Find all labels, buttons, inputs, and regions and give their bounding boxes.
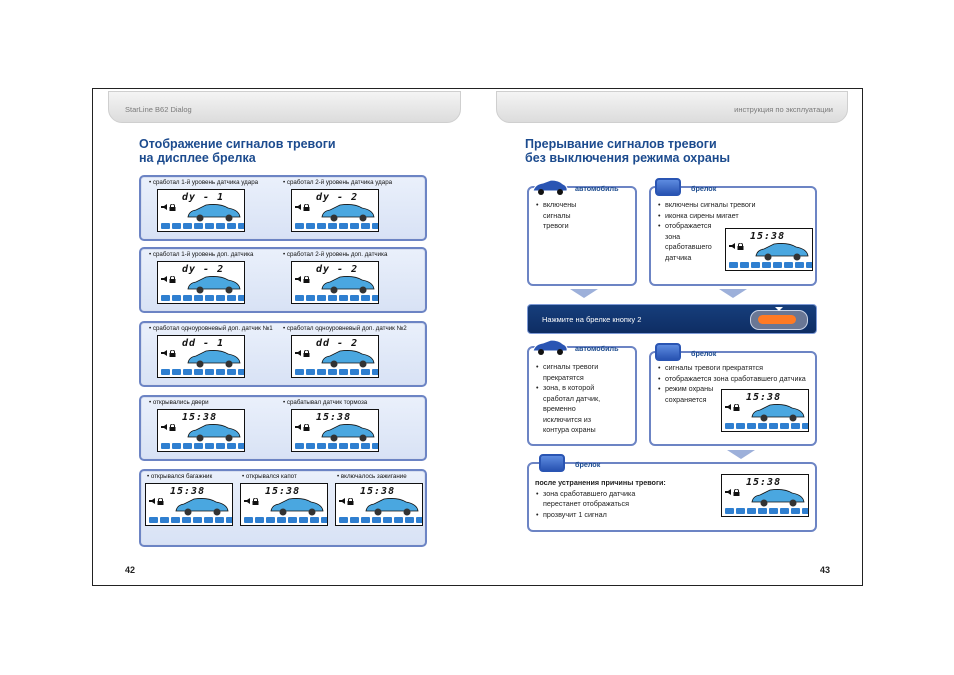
box3-heading: после устранения причины тревоги:	[535, 478, 666, 487]
lcd-status-icon	[405, 517, 414, 523]
alarm-caption: • сработал 2-й уровень доп. датчика	[283, 251, 388, 258]
lcd-status-icon	[372, 223, 379, 229]
alarm-panel	[139, 175, 427, 241]
lcd-status-icon	[149, 517, 158, 523]
alarm-panel	[139, 469, 427, 547]
lcd-status-icons	[161, 443, 245, 449]
keyfob-lcd	[291, 335, 379, 378]
keyfob-lcd	[157, 335, 245, 378]
box1-fob-bullet: • включены сигналы тревоги	[665, 200, 757, 211]
lcd-status-icon	[328, 443, 337, 449]
left-title-line1: Отображение сигналов тревоги	[139, 137, 336, 151]
lcd-display-text: dy - 2	[316, 192, 359, 203]
car-icon	[186, 274, 242, 294]
lcd-display-text: dy - 2	[182, 264, 225, 275]
lcd-status-icon	[216, 443, 225, 449]
lcd-status-icon	[769, 423, 778, 429]
lcd-status-icon	[205, 223, 214, 229]
lcd-status-icon	[295, 223, 304, 229]
lcd-display-text: 15:38	[316, 412, 352, 423]
lcd-status-icons	[161, 295, 245, 301]
lcd-status-icon	[372, 369, 379, 375]
alarm-caption: • включалось зажигание	[337, 473, 407, 480]
lcd-status-icon	[317, 295, 326, 301]
alarm-caption: • открывались двери	[149, 399, 209, 406]
lock-icon	[169, 276, 176, 283]
lcd-status-icon	[238, 443, 245, 449]
lcd-status-icon	[295, 295, 304, 301]
box1-fob-lcd	[725, 228, 813, 271]
keyfob-button-2-icon	[750, 310, 808, 330]
alarm-caption: • сработал 1-й уровень датчика удара	[149, 179, 259, 186]
lcd-status-icons	[725, 423, 809, 429]
alarm-caption: • сработал 2-й уровень датчика удара	[283, 179, 393, 186]
press-button-banner	[527, 304, 817, 334]
lcd-status-icon	[769, 508, 778, 514]
keyfob-icon	[655, 178, 681, 196]
lcd-status-icon	[227, 295, 236, 301]
lcd-status-icons	[729, 262, 813, 268]
lcd-status-icon	[205, 295, 214, 301]
lcd-status-icon	[277, 517, 286, 523]
box1-fob-label: брелок	[691, 184, 717, 193]
lcd-status-icon	[361, 517, 370, 523]
manual-spread	[92, 88, 863, 586]
box3-bullet: • прозвучит 1 сигнал	[543, 510, 715, 521]
car-icon	[269, 496, 325, 516]
arrow-down-icon	[727, 450, 755, 459]
siren-icon	[161, 350, 167, 356]
alarm-caption: • открывался багажник	[147, 473, 213, 480]
box3-label: брелок	[575, 460, 601, 469]
arrow-down-icon	[570, 289, 598, 298]
lcd-status-icon	[306, 369, 315, 375]
lcd-status-icons	[295, 443, 379, 449]
lcd-status-icon	[791, 423, 800, 429]
left-page-title	[139, 137, 336, 165]
car-icon	[320, 202, 376, 222]
alarm-caption: • открывался капот	[242, 473, 297, 480]
lock-icon	[733, 489, 740, 496]
lcd-status-icon	[361, 369, 370, 375]
box1-car-bullets	[535, 200, 595, 232]
lcd-status-icons	[725, 508, 809, 514]
lcd-status-icon	[238, 369, 245, 375]
lcd-status-icon	[350, 369, 359, 375]
keyfob-icon	[539, 454, 565, 472]
lcd-status-icon	[339, 443, 348, 449]
box2-car-bullets	[535, 362, 615, 436]
siren-icon	[725, 404, 731, 410]
box2-car-bullet: • сигналы тревоги прекратятся	[543, 362, 615, 383]
keyfob-icon	[655, 343, 681, 361]
lcd-status-icon	[226, 517, 233, 523]
lcd-status-icon	[194, 369, 203, 375]
lcd-status-icon	[780, 508, 789, 514]
box2-fob-bullet: • отображается зона сработавшего датчика	[665, 374, 807, 385]
lcd-status-icon	[361, 223, 370, 229]
lcd-status-icons	[295, 369, 379, 375]
lcd-status-icons	[295, 295, 379, 301]
keyfob-lcd	[335, 483, 423, 526]
lcd-status-icon	[361, 443, 370, 449]
lcd-status-icon	[372, 295, 379, 301]
lcd-status-icon	[161, 443, 170, 449]
lcd-status-icon	[328, 295, 337, 301]
lcd-status-icon	[238, 223, 245, 229]
siren-icon	[295, 276, 301, 282]
lcd-status-icon	[161, 369, 170, 375]
lcd-status-icon	[299, 517, 308, 523]
lcd-status-icon	[317, 369, 326, 375]
lcd-status-icon	[350, 223, 359, 229]
lcd-status-icon	[205, 369, 214, 375]
lcd-status-icons	[244, 517, 328, 523]
lcd-status-icon	[172, 295, 181, 301]
lcd-status-icon	[740, 262, 749, 268]
box2-fob-label: брелок	[691, 349, 717, 358]
lcd-status-icon	[372, 517, 381, 523]
box3-bullet: • зона сработавшего датчика перестанет отображаться	[543, 489, 673, 510]
header-left	[108, 91, 461, 123]
siren-icon	[161, 424, 167, 430]
lcd-display-text: 15:38	[170, 486, 206, 497]
box2-car-label: автомобиль	[575, 344, 619, 353]
lock-icon	[737, 243, 744, 250]
lcd-status-icon	[172, 223, 181, 229]
car-icon	[754, 241, 810, 261]
lcd-status-icon	[161, 223, 170, 229]
car-icon	[320, 422, 376, 442]
lock-icon	[303, 350, 310, 357]
siren-icon	[295, 204, 301, 210]
lcd-status-icons	[339, 517, 423, 523]
page-number-right: 43	[819, 565, 830, 575]
box3-text	[535, 478, 715, 520]
box1-fob-bullet: • отображается зона сработавшего датчика	[665, 221, 723, 263]
left-title-line2: на дисплее брелка	[139, 151, 256, 165]
lcd-display-text: dd - 1	[182, 338, 225, 349]
lcd-status-icon	[784, 262, 793, 268]
lcd-status-icon	[317, 223, 326, 229]
lcd-status-icon	[747, 423, 756, 429]
lcd-status-icon	[288, 517, 297, 523]
right-title-line2: без выключения режима охраны	[525, 151, 731, 165]
lcd-status-icon	[161, 295, 170, 301]
box1-car-bullet: • включены сигналы тревоги	[543, 200, 595, 232]
lcd-status-icons	[295, 223, 379, 229]
lcd-status-icon	[780, 423, 789, 429]
lcd-status-icon	[266, 517, 275, 523]
arrow-down-icon	[719, 289, 747, 298]
lcd-status-icon	[361, 295, 370, 301]
lock-icon	[303, 424, 310, 431]
lcd-status-icon	[216, 369, 225, 375]
siren-icon	[244, 498, 250, 504]
siren-icon	[729, 243, 735, 249]
box2-car	[527, 346, 637, 446]
lcd-status-icon	[317, 443, 326, 449]
lcd-status-icon	[306, 223, 315, 229]
header-right	[496, 91, 848, 123]
lcd-status-icon	[350, 295, 359, 301]
lcd-status-icon	[171, 517, 180, 523]
siren-icon	[725, 489, 731, 495]
lcd-display-text: 15:38	[746, 477, 782, 488]
lcd-status-icon	[310, 517, 319, 523]
box2-fob-lcd	[721, 389, 809, 432]
lcd-status-icon	[295, 369, 304, 375]
lcd-display-text: dd - 2	[316, 338, 359, 349]
lcd-status-icon	[802, 423, 809, 429]
lcd-status-icons	[149, 517, 233, 523]
car-icon	[364, 496, 420, 516]
lcd-display-text: 15:38	[265, 486, 301, 497]
car-icon	[320, 274, 376, 294]
lcd-status-icon	[183, 295, 192, 301]
lcd-status-icon	[758, 508, 767, 514]
header-right-text: инструкция по эксплуатации	[734, 105, 833, 114]
lcd-status-icon	[328, 369, 337, 375]
keyfob-lcd	[240, 483, 328, 526]
car-icon	[174, 496, 230, 516]
lcd-status-icon	[306, 443, 315, 449]
lcd-status-icon	[416, 517, 423, 523]
lcd-status-icon	[747, 508, 756, 514]
car-icon	[320, 348, 376, 368]
lcd-display-text: 15:38	[360, 486, 396, 497]
car-icon	[531, 178, 569, 196]
lcd-status-icon	[802, 508, 809, 514]
keyfob-lcd	[291, 189, 379, 232]
alarm-panel	[139, 395, 427, 461]
lock-icon	[169, 204, 176, 211]
box2-fob-bullet: • режим охраны сохраняется	[665, 384, 723, 405]
box2-car-bullet: • зона, в которой сработал датчик, временно исключится из контура охраны	[543, 383, 615, 436]
lock-icon	[169, 424, 176, 431]
lcd-status-icon	[216, 295, 225, 301]
lock-icon	[157, 498, 164, 505]
lcd-status-icon	[194, 295, 203, 301]
lcd-status-icon	[194, 443, 203, 449]
lock-icon	[303, 204, 310, 211]
lcd-status-icon	[729, 262, 738, 268]
lock-icon	[347, 498, 354, 505]
lcd-status-icon	[758, 423, 767, 429]
siren-icon	[295, 424, 301, 430]
lcd-display-text: 15:38	[746, 392, 782, 403]
siren-icon	[161, 204, 167, 210]
siren-icon	[339, 498, 345, 504]
lcd-status-icon	[350, 517, 359, 523]
page-number-left: 42	[125, 565, 136, 575]
lcd-status-icon	[339, 223, 348, 229]
lcd-status-icon	[725, 508, 734, 514]
lcd-status-icon	[227, 369, 236, 375]
lock-icon	[169, 350, 176, 357]
lcd-status-icon	[350, 443, 359, 449]
lcd-status-icon	[762, 262, 771, 268]
lcd-status-icon	[160, 517, 169, 523]
lcd-status-icon	[321, 517, 328, 523]
box2-fob-bullet: • сигналы тревоги прекратятся	[665, 363, 807, 374]
lock-icon	[252, 498, 259, 505]
lcd-status-icon	[751, 262, 760, 268]
lcd-status-icon	[806, 262, 813, 268]
lcd-status-icon	[773, 262, 782, 268]
lcd-status-icon	[194, 223, 203, 229]
header-left-text: StarLine B62 Dialog	[125, 105, 192, 114]
alarm-caption: • сработал 1-й уровень доп. датчика	[149, 251, 254, 258]
lock-icon	[733, 404, 740, 411]
keyfob-lcd	[145, 483, 233, 526]
car-icon	[750, 487, 806, 507]
alarm-panel	[139, 247, 427, 313]
lcd-status-icon	[736, 508, 745, 514]
lcd-status-icon	[227, 443, 236, 449]
right-page-title	[525, 137, 730, 165]
car-icon	[750, 402, 806, 422]
box3-lcd	[721, 474, 809, 517]
car-icon	[186, 202, 242, 222]
lcd-status-icon	[182, 517, 191, 523]
lcd-status-icon	[244, 517, 253, 523]
lcd-status-icon	[227, 223, 236, 229]
lcd-status-icons	[161, 369, 245, 375]
lcd-status-icon	[183, 443, 192, 449]
lcd-status-icon	[238, 295, 245, 301]
siren-icon	[149, 498, 155, 504]
keyfob-lcd	[291, 261, 379, 304]
keyfob-lcd	[157, 409, 245, 452]
lcd-status-icon	[328, 223, 337, 229]
lcd-status-icon	[204, 517, 213, 523]
siren-icon	[295, 350, 301, 356]
alarm-panel	[139, 321, 427, 387]
lcd-display-text: 15:38	[750, 231, 786, 242]
lcd-status-icon	[183, 223, 192, 229]
lcd-status-icon	[255, 517, 264, 523]
lcd-status-icon	[725, 423, 734, 429]
lcd-status-icon	[172, 443, 181, 449]
lcd-status-icon	[394, 517, 403, 523]
lcd-status-icon	[383, 517, 392, 523]
keyfob-lcd	[157, 189, 245, 232]
box1-fob	[649, 186, 817, 286]
car-icon	[186, 422, 242, 442]
lcd-status-icon	[306, 295, 315, 301]
keyfob-lcd	[291, 409, 379, 452]
lcd-status-icon	[205, 443, 214, 449]
lcd-status-icon	[795, 262, 804, 268]
lcd-status-icon	[215, 517, 224, 523]
lcd-status-icon	[172, 369, 181, 375]
lcd-display-text: 15:38	[182, 412, 218, 423]
right-title-line1: Прерывание сигналов тревоги	[525, 137, 717, 151]
car-icon	[186, 348, 242, 368]
lcd-status-icon	[193, 517, 202, 523]
lcd-status-icon	[339, 517, 348, 523]
alarm-caption: • срабатывал датчик тормоза	[283, 399, 368, 406]
lcd-status-icon	[216, 223, 225, 229]
lock-icon	[303, 276, 310, 283]
box1-car-label: автомобиль	[575, 184, 619, 193]
lcd-display-text: dy - 2	[316, 264, 359, 275]
lcd-status-icon	[339, 369, 348, 375]
lcd-status-icons	[161, 223, 245, 229]
lcd-status-icon	[339, 295, 348, 301]
lcd-status-icon	[295, 443, 304, 449]
box1-car	[527, 186, 637, 286]
car-icon	[531, 338, 569, 356]
lcd-status-icon	[736, 423, 745, 429]
lcd-display-text: dy - 1	[182, 192, 225, 203]
lcd-status-icon	[791, 508, 800, 514]
alarm-caption: • сработал одноуровневый доп. датчик №1	[149, 325, 273, 332]
box3-fob	[527, 462, 817, 532]
keyfob-lcd	[157, 261, 245, 304]
lcd-status-icon	[372, 443, 379, 449]
lcd-status-icon	[183, 369, 192, 375]
box1-fob-bullet: • иконка сирены мигает	[665, 211, 757, 222]
siren-icon	[161, 276, 167, 282]
alarm-caption: • сработал одноуровневый доп. датчик №2	[283, 325, 407, 332]
press-button-text: Нажмите на брелке кнопку 2	[542, 315, 642, 324]
box2-fob	[649, 351, 817, 446]
